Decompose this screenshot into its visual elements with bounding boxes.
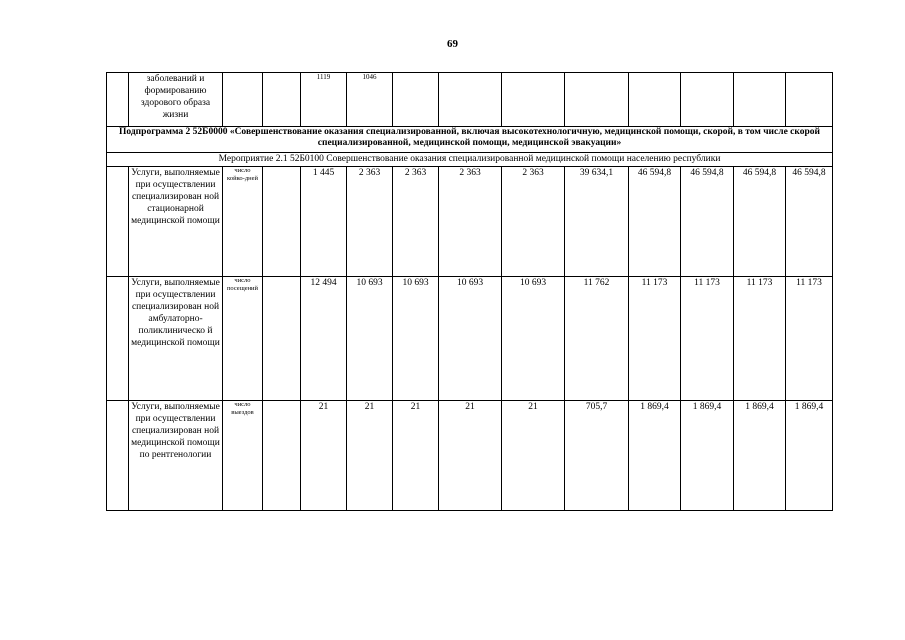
cell-value: 1 869,4 xyxy=(734,401,786,511)
cell-value xyxy=(734,73,786,127)
cell-value: 11 173 xyxy=(734,277,786,401)
row-unit: число посещений xyxy=(223,277,263,401)
cell-unit xyxy=(223,73,263,127)
cell-value xyxy=(263,73,301,127)
cell-value: 11 173 xyxy=(681,277,734,401)
cell-value xyxy=(629,73,681,127)
page-number: 69 xyxy=(447,38,458,50)
cell-value: 11 762 xyxy=(565,277,629,401)
cell-value xyxy=(565,73,629,127)
cell-value: 21 xyxy=(301,401,347,511)
table-row-continuation xyxy=(107,73,833,127)
row-name: Услуги, выполняемые при осуществлении специализирован ной медицинской помощи по рентгенологии xyxy=(129,401,223,511)
cell-value: 21 xyxy=(439,401,502,511)
subprogram-title: Подпрограмма 2 52Б0000 «Совершенствование оказания специализированной, включая высокотехнологичную, медицинской помощи, скорой, в том числе скорой специализированной, медицинской помощи, медицинской эвакуации» xyxy=(107,127,833,153)
cell-value: 10 693 xyxy=(393,277,439,401)
table-row xyxy=(107,277,833,401)
cell-value xyxy=(263,277,301,401)
program-table xyxy=(106,72,833,511)
cell-value xyxy=(263,167,301,277)
cell-value: 1 869,4 xyxy=(629,401,681,511)
cell-empty xyxy=(107,401,129,511)
cell-value: 10 693 xyxy=(347,277,393,401)
cell-value: 705,7 xyxy=(565,401,629,511)
cell-value: 12 494 xyxy=(301,277,347,401)
cell-value: 1046 xyxy=(347,73,393,127)
cell-value: 1119 xyxy=(301,73,347,127)
cell-value xyxy=(263,401,301,511)
cell-value: 46 594,8 xyxy=(629,167,681,277)
cell-value xyxy=(786,73,833,127)
row-name: заболеваний и формированию здорового образа жизни xyxy=(129,73,223,127)
table-row xyxy=(107,401,833,511)
cell-value: 39 634,1 xyxy=(565,167,629,277)
cell-value: 1 869,4 xyxy=(786,401,833,511)
cell-value xyxy=(502,73,565,127)
cell-empty xyxy=(107,277,129,401)
cell-value: 1 869,4 xyxy=(681,401,734,511)
cell-value: 10 693 xyxy=(502,277,565,401)
cell-value: 46 594,8 xyxy=(681,167,734,277)
row-name: Услуги, выполняемые при осуществлении специализирован ной стационарной медицинской помощи xyxy=(129,167,223,277)
cell-value: 11 173 xyxy=(629,277,681,401)
cell-value: 2 363 xyxy=(439,167,502,277)
cell-value: 1 445 xyxy=(301,167,347,277)
cell-value: 10 693 xyxy=(439,277,502,401)
measure-title: Мероприятие 2.1 52Б0100 Совершенствование оказания специализированной медицинской помощи населению республики xyxy=(107,153,833,167)
measure-row xyxy=(107,153,833,167)
cell-value xyxy=(393,73,439,127)
row-unit: число выездов xyxy=(223,401,263,511)
cell-value: 2 363 xyxy=(393,167,439,277)
cell-value xyxy=(439,73,502,127)
cell-value: 2 363 xyxy=(502,167,565,277)
cell-value: 46 594,8 xyxy=(734,167,786,277)
cell-value: 11 173 xyxy=(786,277,833,401)
cell-value: 21 xyxy=(393,401,439,511)
cell-value: 46 594,8 xyxy=(786,167,833,277)
cell-value: 21 xyxy=(347,401,393,511)
cell-empty xyxy=(107,167,129,277)
cell-empty xyxy=(107,73,129,127)
row-name: Услуги, выполняемые при осуществлении специализирован ной амбулаторно-поликлиническо й медицинской помощи xyxy=(129,277,223,401)
table-row xyxy=(107,167,833,277)
row-unit: число койко-дней xyxy=(223,167,263,277)
subprogram-row xyxy=(107,127,833,153)
cell-value xyxy=(681,73,734,127)
cell-value: 21 xyxy=(502,401,565,511)
cell-value: 2 363 xyxy=(347,167,393,277)
